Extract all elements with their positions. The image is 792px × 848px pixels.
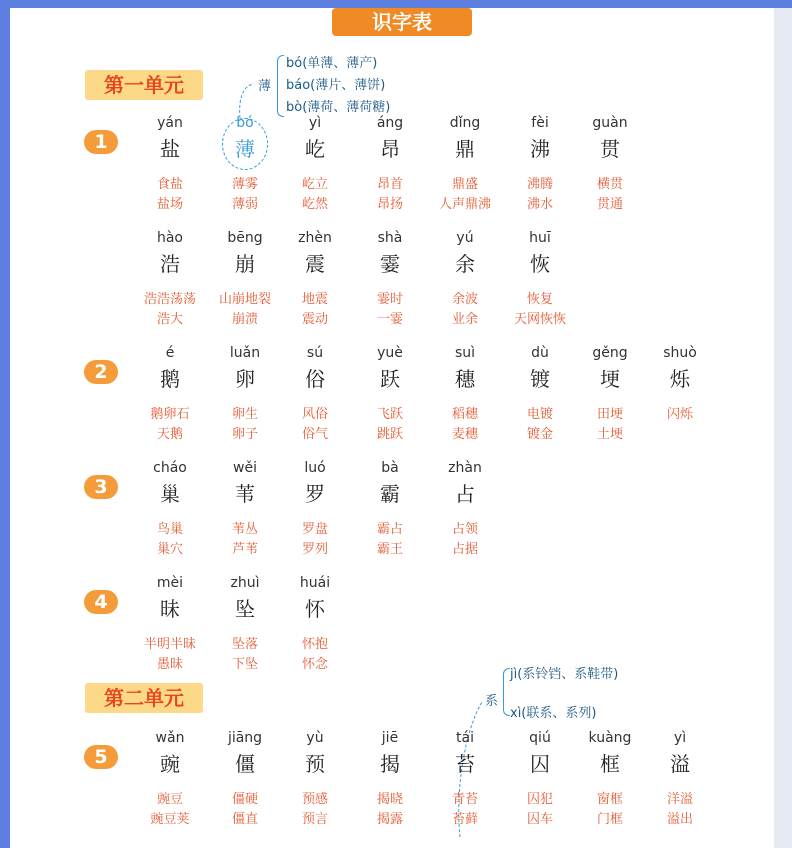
character: 薄 [235,137,255,161]
example-word: 风俗 [301,407,328,422]
pinyin: dǐng [449,115,481,131]
example-word: 占领 [451,522,478,537]
example-word: 昂扬 [376,197,403,212]
example-word: 怀抱 [301,637,328,652]
example-word: 薄雾 [231,177,258,192]
pinyin: bó [236,115,254,131]
pinyin: yú [456,230,474,246]
example-word: 浩浩荡荡 [143,292,196,307]
example-word: 怀念 [301,657,328,672]
pinyin: yù [306,730,324,746]
pinyin: yuè [377,345,403,361]
pinyin: bēng [227,230,263,246]
pinyin: bà [381,460,399,476]
character: 苔 [455,752,475,776]
example-word: 震动 [301,312,328,327]
character: 溢 [670,752,690,776]
pinyin: guàn [592,115,628,131]
example-word: 盐场 [156,197,183,212]
character: 罗 [305,482,325,506]
example-word: 薄弱 [231,197,258,212]
example-word: 半明半昧 [143,637,196,652]
character: 坠 [235,597,255,621]
character: 恢 [530,252,550,276]
pinyin: é [165,345,175,361]
example-word: 电镀 [526,407,553,422]
character: 预 [305,752,325,776]
example-word: 苔藓 [451,812,478,827]
pinyin: jiē [381,730,399,746]
character: 盐 [160,137,180,161]
note-char-xi: 系 [485,694,499,709]
example-word: 一霎 [376,312,403,327]
pinyin: wǎn [155,730,185,746]
example-word: 天网恢恢 [513,312,566,327]
example-word: 揭露 [376,812,403,827]
character: 震 [305,252,325,276]
unit-label-1: 第一单元 [104,73,184,97]
character: 占 [455,482,475,506]
example-word: 人声鼎沸 [438,197,491,212]
character: 鹅 [160,367,180,391]
character: 豌 [160,752,180,776]
example-word: 田埂 [596,407,623,422]
example-word: 巢穴 [156,542,183,557]
example-word: 地震 [301,292,328,307]
pinyin: yì [673,730,687,746]
example-word: 罗盘 [301,522,328,537]
pinyin: áng [376,115,404,131]
character: 埂 [600,367,620,391]
example-word: 飞跃 [376,407,403,422]
example-word: 僵直 [231,812,258,827]
example-word: 囚车 [526,812,553,827]
example-word: 屹然 [301,197,328,212]
pinyin: shuò [663,345,697,361]
example-word: 窗框 [596,792,623,807]
pinyin: fèi [531,115,549,131]
example-word: 愚昧 [156,657,183,672]
example-word: 横贯 [596,177,623,192]
group-number-badge: 2 [84,360,118,384]
example-word: 屹立 [301,177,328,192]
character: 穗 [455,367,475,391]
example-word: 跳跃 [376,427,403,442]
character: 卵 [235,367,255,391]
example-word: 卵生 [231,407,258,422]
pinyin: suì [454,345,476,361]
note-reading: jì(系铃铛、系鞋带) [510,667,619,682]
pinyin: gěng [592,345,628,361]
example-word: 霸王 [376,542,403,557]
group-number-badge: 5 [84,745,118,769]
example-word: 预言 [301,812,328,827]
example-word: 豌豆荚 [150,812,190,827]
character: 揭 [380,752,400,776]
character: 屹 [305,137,325,161]
character: 俗 [305,367,325,391]
example-word: 揭晓 [376,792,403,807]
pinyin: zhuì [230,575,260,591]
pinyin: zhèn [298,230,332,246]
pinyin: kuàng [588,730,632,746]
example-word: 崩溃 [231,312,258,327]
example-word: 豌豆 [156,792,183,807]
example-word: 余波 [451,292,478,307]
character: 框 [600,752,620,776]
example-word: 鼎盛 [451,177,478,192]
pinyin: mèi [156,575,184,591]
character: 霸 [380,482,400,506]
pinyin: yán [157,115,183,131]
example-word: 稻穗 [451,407,478,422]
example-word: 食盐 [156,177,183,192]
pinyin: sú [306,345,324,361]
character: 苇 [235,482,255,506]
pinyin: yì [308,115,322,131]
example-word: 苇丛 [231,522,258,537]
example-word: 罗列 [301,542,328,557]
character: 巢 [160,482,180,506]
example-word: 坠落 [231,637,258,652]
example-word: 青苔 [451,792,478,807]
note-reading: xì(联系、系列) [510,706,597,721]
note-char-bao: 薄 [258,79,272,94]
example-word: 俗气 [301,427,328,442]
example-word: 土埂 [596,427,623,442]
example-word: 山崩地裂 [218,292,271,307]
character: 囚 [530,752,550,776]
note-reading: bó(单薄、薄产) [286,56,378,71]
character: 鼎 [455,137,475,161]
group-number-badge: 3 [84,475,118,499]
pinyin: jiāng [227,730,263,746]
example-word: 昂首 [376,177,403,192]
example-word: 鸟巢 [156,522,183,537]
pinyin: huī [529,230,551,246]
example-word: 门框 [596,812,623,827]
character: 崩 [235,252,255,276]
character: 昂 [380,137,400,161]
character: 镀 [530,367,550,391]
note-reading: báo(薄片、薄饼) [286,78,386,93]
example-word: 浩大 [156,312,183,327]
group-number-badge: 4 [84,590,118,614]
character: 烁 [670,367,690,391]
example-word: 麦穗 [451,427,478,442]
pinyin: huái [299,575,331,591]
example-word: 卵子 [231,427,258,442]
pinyin: hào [156,230,184,246]
character: 贯 [600,137,620,161]
pinyin: qiú [529,730,551,746]
example-word: 霸占 [376,522,403,537]
character: 余 [455,252,475,276]
example-word: 洋溢 [666,792,693,807]
arrow-line [240,84,254,118]
example-word: 僵硬 [231,792,258,807]
pinyin: luó [304,460,326,476]
character: 昧 [160,597,180,621]
example-word: 占据 [451,542,478,557]
example-word: 芦苇 [231,542,258,557]
example-word: 下坠 [231,657,258,672]
character: 浩 [160,252,180,276]
example-word: 恢复 [526,292,553,307]
example-word: 沸腾 [526,177,553,192]
example-word: 业余 [451,312,478,327]
pinyin: wěi [233,460,257,476]
character: 怀 [305,597,325,621]
group-number-badge: 1 [84,130,118,154]
pinyin: cháo [153,460,187,476]
example-word: 预感 [301,792,328,807]
pinyin: luǎn [229,345,261,361]
pinyin: tái [456,730,474,746]
example-word: 鹅卵石 [150,407,190,422]
example-word: 镀金 [526,427,553,442]
pinyin: shà [377,230,403,246]
example-word: 霎时 [376,292,403,307]
character: 跃 [380,367,400,391]
pinyin: dù [531,345,549,361]
page-title: 识字表 [372,10,432,34]
unit-label-2: 第二单元 [104,686,184,710]
character: 霎 [380,252,400,276]
example-word: 贯通 [596,197,623,212]
example-word: 囚犯 [526,792,553,807]
pinyin: zhàn [448,460,482,476]
example-word: 闪烁 [666,407,693,422]
character: 僵 [235,752,255,776]
example-word: 天鹅 [156,427,183,442]
example-word: 沸水 [526,197,553,212]
character: 沸 [530,137,550,161]
note-reading: bò(薄荷、薄荷糖) [286,100,391,115]
example-word: 溢出 [666,812,693,827]
